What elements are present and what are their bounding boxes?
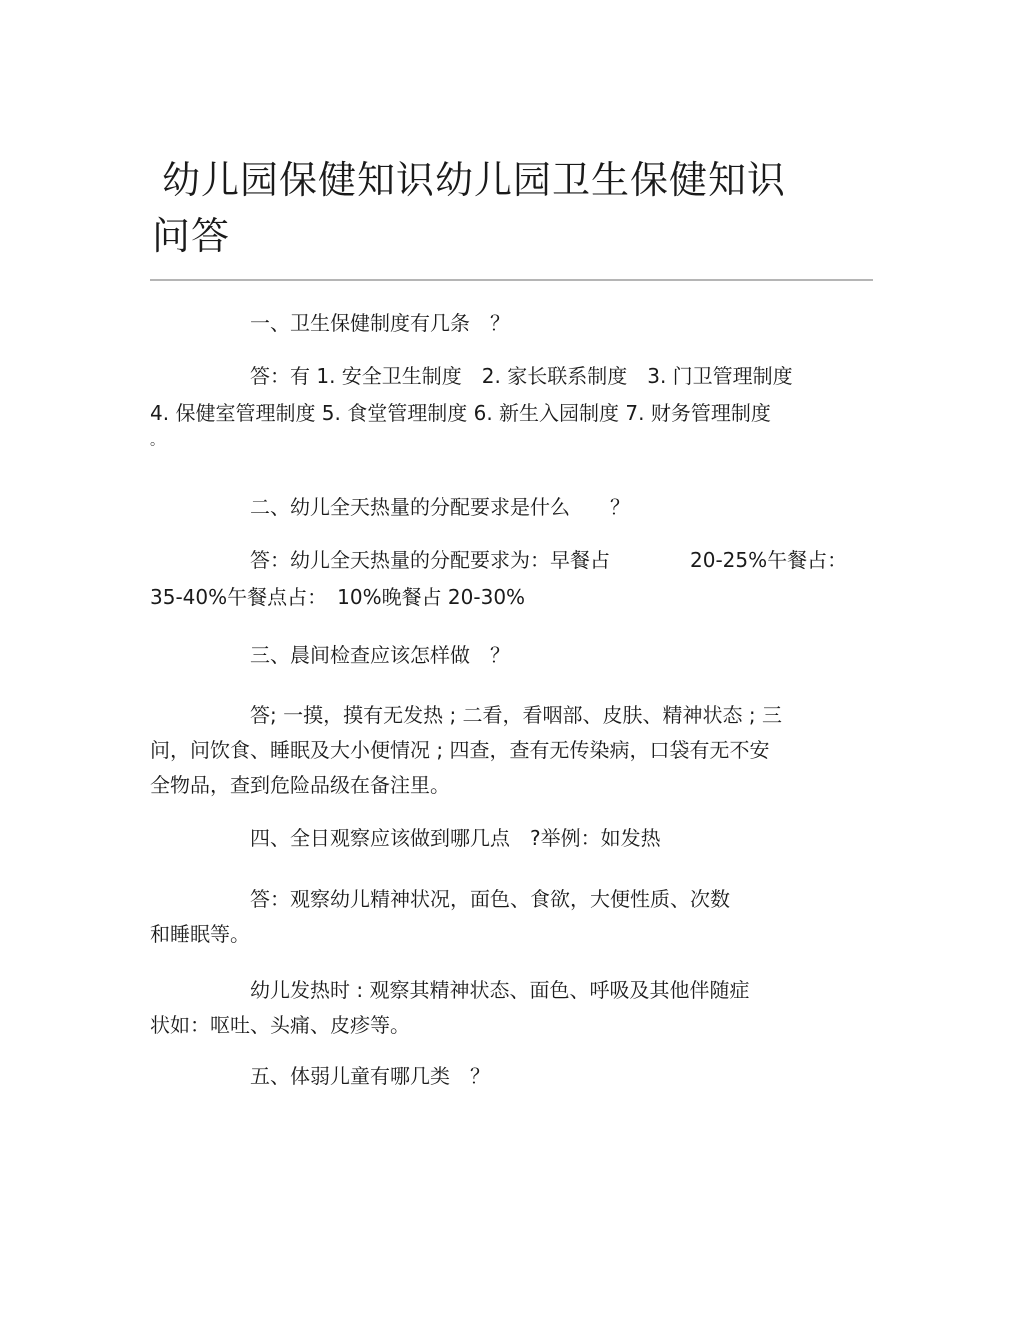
question-2-text: 二、幼儿全天热量的分配要求是什么 ？ — [250, 495, 630, 519]
question-4 — [150, 821, 870, 856]
answer-2-line-1: 答：幼儿全天热量的分配要求为：早餐占 20-25%午餐占： — [250, 548, 848, 572]
fever-note-line-1: 幼儿发热时 : 观察其精神状态、面色、呼吸及其他伴随症 — [250, 978, 750, 1002]
question-1-text: 一、卫生保健制度有几条 ？ — [250, 311, 510, 335]
answer-1-line-3: 。 — [150, 433, 164, 449]
answer-3-line-1: 答; 一摸，摸有无发热 ; 二看，看咽部、皮肤、精神状态 ; 三 — [250, 703, 783, 727]
answer-3-line-2: 问，问饮食、睡眠及大小便情况 ; 四查，查有无传染病，口袋有无不安 — [150, 738, 770, 762]
question-5 — [150, 1059, 870, 1094]
answer-3-line-3: 全物品，查到危险品级在备注里。 — [150, 773, 450, 797]
answer-4-line-2: 和睡眠等。 — [150, 922, 250, 946]
question-3 — [150, 638, 870, 673]
question-1 — [150, 306, 870, 341]
question-2 — [150, 490, 870, 525]
question-3-text: 三、晨间检查应该怎样做 ？ — [250, 643, 510, 667]
answer-1-line-2: 4. 保健室管理制度 5. 食堂管理制度 6. 新生入园制度 7. 财务管理制度 — [150, 401, 771, 425]
answer-2-line-2: 35-40%午餐点占： 10%晚餐占 20-30% — [150, 585, 526, 609]
title-line-2: 问答 — [152, 214, 231, 258]
question-5-text: 五、体弱儿童有哪几类 ？ — [250, 1064, 490, 1088]
fever-note-line-2: 状如：呕吐、头痛、皮疹等。 — [150, 1013, 410, 1037]
answer-2 — [150, 543, 870, 615]
answer-4-line-1: 答：观察幼儿精神状况，面色、食欲，大便性质、次数 — [250, 887, 730, 911]
answer-1-line-1: 答：有 1. 安全卫生制度 2. 家长联系制度 3. 门卫管理制度 — [250, 364, 793, 388]
question-4-text: 四、全日观察应该做到哪几点 ?举例：如发热 — [250, 826, 661, 850]
title-line-1: 幼儿园保健知识幼儿园卫生保健知识 — [162, 158, 787, 202]
fever-note — [150, 973, 870, 1043]
answer-4 — [150, 882, 870, 952]
title-divider — [150, 279, 873, 281]
answer-3 — [150, 698, 870, 803]
document-title — [152, 152, 852, 264]
answer-1 — [150, 359, 870, 451]
